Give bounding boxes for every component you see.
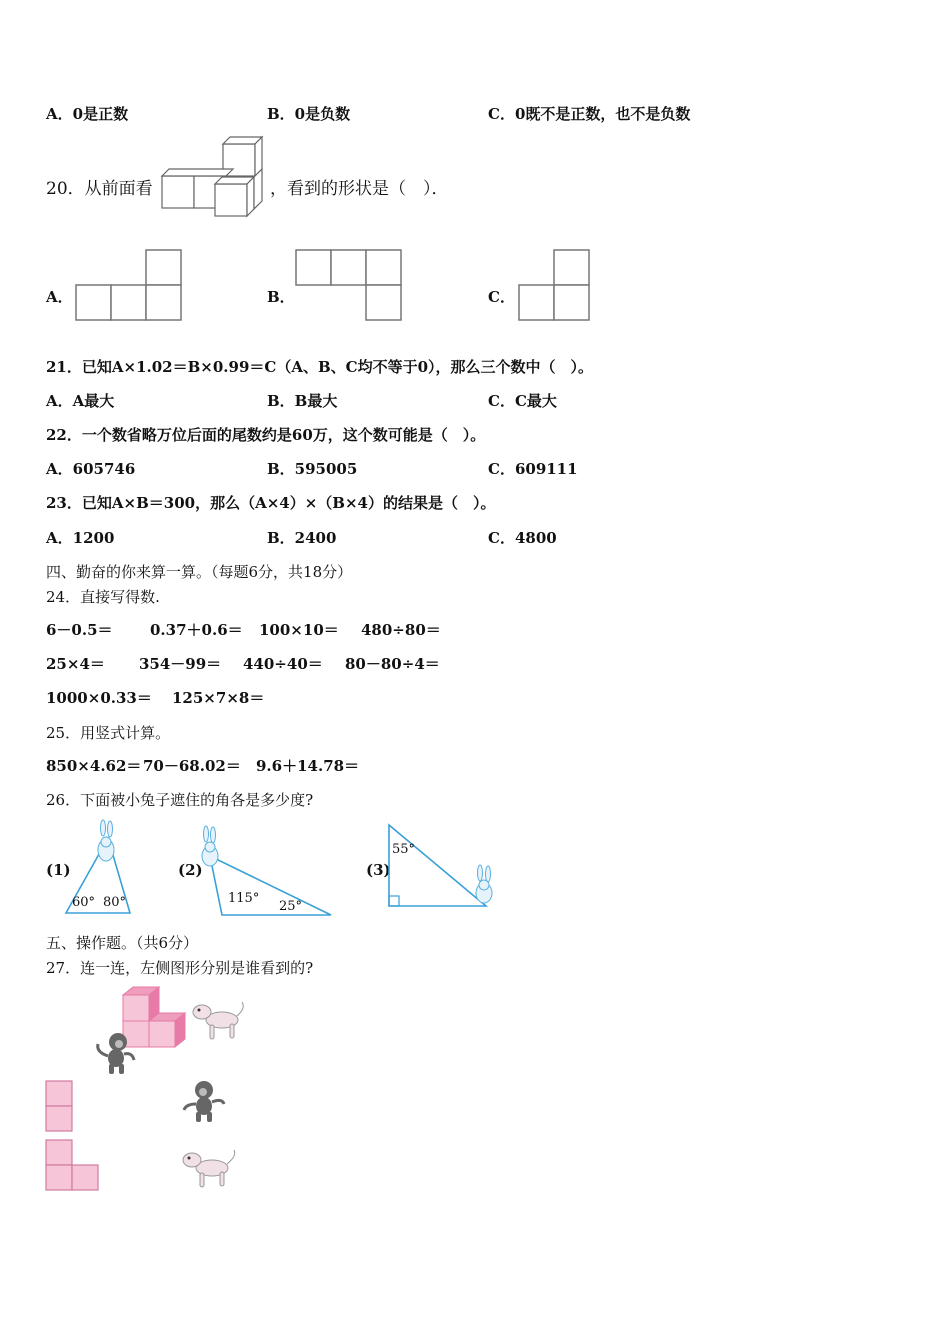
q26-fig1-angle-left: 60° — [72, 895, 96, 910]
q26-triangle-2 — [196, 826, 334, 918]
q26-triangle-3 — [386, 823, 498, 917]
q20-shape-b[interactable] — [296, 249, 404, 323]
q25-item: 70－68.02＝ — [143, 757, 241, 775]
q21-option-a[interactable]: A．A最大 — [46, 392, 115, 410]
q25-item: 9.6＋14.78＝ — [256, 757, 360, 775]
q24-item: 6－0.5＝ — [46, 621, 113, 639]
dog-icon[interactable] — [190, 998, 248, 1042]
q24-stem: 24．直接写得数. — [46, 588, 160, 606]
section-4-title: 四、勤奋的你来算一算。（每题6分，共18分） — [46, 563, 353, 581]
dog-icon[interactable] — [180, 1146, 240, 1190]
q26-figure-1-label: (1) — [46, 861, 71, 879]
q26-fig1-angle-right: 80° — [103, 895, 127, 910]
rabbit-icon — [98, 820, 114, 861]
rabbit-icon — [202, 826, 218, 866]
q26-figure-3-label: (3) — [366, 861, 391, 879]
q21-option-c[interactable]: C．C最大 — [488, 392, 557, 410]
q24-item: 0.37＋0.6＝ — [150, 621, 243, 639]
q27-left-shape-2[interactable] — [45, 1139, 101, 1193]
q20-stem-suffix: ，看到的形状是（ ）． — [270, 179, 449, 199]
q20-option-a[interactable]: A． — [46, 288, 73, 306]
q23-stem: 23．已知A×B＝300，那么（A×4）×（B×4）的结果是（ ）。 — [46, 494, 496, 512]
q22-option-b[interactable]: B．595005 — [267, 460, 358, 478]
q24-item: 125×7×8＝ — [172, 689, 265, 707]
q20-shape-c[interactable] — [519, 249, 593, 323]
monkey-icon[interactable] — [92, 1030, 138, 1076]
q24-item: 100×10＝ — [259, 621, 339, 639]
q22-option-c[interactable]: C．609111 — [488, 460, 578, 478]
q20-cube-figure — [160, 136, 270, 220]
rabbit-icon — [476, 865, 492, 903]
q26-fig3-angle-top: 55° — [392, 842, 416, 857]
q27-stem: 27．连一连，左侧图形分别是谁看到的? — [46, 959, 314, 977]
q19-option-b[interactable]: B．0是负数 — [267, 105, 351, 123]
q24-item: 354－99＝ — [139, 655, 222, 673]
q27-left-shape-1[interactable] — [45, 1080, 75, 1134]
q20-option-c[interactable]: C． — [488, 288, 515, 306]
q26-fig2-angle-right: 25° — [279, 899, 303, 914]
q24-item: 440÷40＝ — [243, 655, 323, 673]
q20-shape-a[interactable] — [76, 249, 184, 323]
q22-stem: 22．一个数省略万位后面的尾数约是60万，这个数可能是（ ）。 — [46, 426, 486, 444]
q20-stem-prefix: 20．从前面看 — [46, 179, 153, 199]
q21-stem: 21．已知A×1.02＝B×0.99＝C（A、B、C均不等于0），那么三个数中（ ）。 — [46, 358, 594, 376]
q24-item: 1000×0.33＝ — [46, 689, 152, 707]
q26-fig2-angle-left: 115° — [228, 891, 260, 906]
q23-option-a[interactable]: A．1200 — [46, 529, 115, 547]
q20-option-b[interactable]: B． — [267, 288, 295, 306]
section-5-title: 五、操作题。（共6分） — [46, 934, 199, 952]
q26-figure-2-label: (2) — [178, 861, 203, 879]
q23-option-b[interactable]: B．2400 — [267, 529, 337, 547]
q19-option-a[interactable]: A．0是正数 — [46, 105, 129, 123]
monkey-icon[interactable] — [182, 1078, 228, 1124]
q19-option-c[interactable]: C．0既不是正数，也不是负数 — [488, 105, 691, 123]
q22-option-a[interactable]: A．605746 — [46, 460, 136, 478]
q24-item: 480÷80＝ — [361, 621, 441, 639]
q24-item: 80－80÷4＝ — [345, 655, 440, 673]
q23-option-c[interactable]: C．4800 — [488, 529, 557, 547]
q24-item: 25×4＝ — [46, 655, 105, 673]
q25-stem: 25．用竖式计算。 — [46, 724, 171, 742]
q25-item: 850×4.62＝ — [46, 757, 142, 775]
q21-option-b[interactable]: B．B最大 — [267, 392, 338, 410]
q26-stem: 26．下面被小兔子遮住的角各是多少度? — [46, 791, 314, 809]
